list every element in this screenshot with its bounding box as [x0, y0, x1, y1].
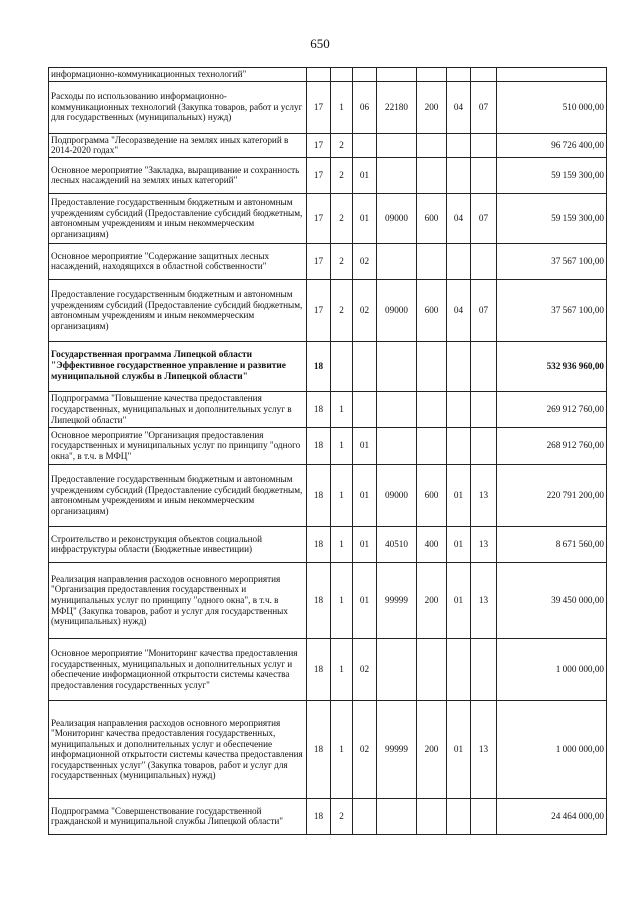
main-activity-code-cell: 06	[353, 81, 377, 133]
expense-type-code-cell	[417, 427, 447, 464]
expense-name-cell: Предоставление государственным бюджетным и автономным учреждениям субсидий (Предоставление субсидий бюджетным, автономным учреждениям и иным некоммерческим организациям)	[49, 279, 307, 341]
program-code-cell: 17	[307, 81, 331, 133]
section-code-cell	[447, 68, 471, 82]
expense-type-code-cell: 200	[417, 81, 447, 133]
expense-direction-code-cell: 99999	[377, 562, 417, 638]
subsection-code-cell: 13	[471, 464, 497, 526]
section-code-cell	[447, 427, 471, 464]
expense-type-code-cell	[417, 243, 447, 279]
amount-cell	[497, 68, 607, 82]
amount-cell: 8 671 560,00	[497, 526, 607, 562]
subprogram-code-cell: 1	[331, 464, 353, 526]
program-code-cell: 18	[307, 341, 331, 391]
subprogram-code-cell: 1	[331, 81, 353, 133]
table-row	[49, 798, 607, 834]
expense-direction-code-cell: 09000	[377, 279, 417, 341]
subsection-code-cell: 13	[471, 700, 497, 798]
program-code-cell: 17	[307, 193, 331, 243]
expense-type-code-cell: 600	[417, 193, 447, 243]
table-row	[49, 700, 607, 798]
subsection-code-cell	[471, 157, 497, 193]
subsection-code-cell	[471, 638, 497, 700]
section-code-cell: 04	[447, 193, 471, 243]
expense-direction-code-cell	[377, 243, 417, 279]
subsection-code-cell: 07	[471, 81, 497, 133]
expense-direction-code-cell: 09000	[377, 464, 417, 526]
section-code-cell	[447, 391, 471, 427]
main-activity-code-cell: 02	[353, 279, 377, 341]
budget-table	[48, 67, 607, 835]
expense-direction-code-cell	[377, 638, 417, 700]
subprogram-code-cell	[331, 68, 353, 82]
table-row	[49, 427, 607, 464]
amount-cell: 269 912 760,00	[497, 391, 607, 427]
expense-name-cell: Основное мероприятие "Содержание защитных лесных насаждений, находящихся в областной собственности"	[49, 243, 307, 279]
main-activity-code-cell	[353, 798, 377, 834]
expense-type-code-cell	[417, 638, 447, 700]
main-activity-code-cell: 02	[353, 243, 377, 279]
amount-cell: 220 791 200,00	[497, 464, 607, 526]
expense-name-cell: Реализация направления расходов основного мероприятия "Мониторинг качества предоставления государственных, муниципальных и дополнительных услуг и обеспечение информационной открытости системы качества предоставления государственных услуг" (Закупка товаров, работ и услуг для государственных (муниципальных) нужд)	[49, 700, 307, 798]
subsection-code-cell: 13	[471, 562, 497, 638]
table-row	[49, 157, 607, 193]
amount-cell: 24 464 000,00	[497, 798, 607, 834]
main-activity-code-cell: 02	[353, 700, 377, 798]
section-code-cell: 01	[447, 700, 471, 798]
program-code-cell: 18	[307, 526, 331, 562]
expense-direction-code-cell	[377, 68, 417, 82]
section-code-cell	[447, 243, 471, 279]
amount-cell: 39 450 000,00	[497, 562, 607, 638]
table-row	[49, 464, 607, 526]
expense-type-code-cell	[417, 341, 447, 391]
subprogram-code-cell: 1	[331, 700, 353, 798]
section-code-cell	[447, 798, 471, 834]
expense-direction-code-cell: 09000	[377, 193, 417, 243]
main-activity-code-cell	[353, 391, 377, 427]
section-code-cell: 01	[447, 464, 471, 526]
subsection-code-cell: 07	[471, 193, 497, 243]
subsection-code-cell: 07	[471, 279, 497, 341]
section-code-cell	[447, 341, 471, 391]
table-row	[49, 279, 607, 341]
expense-type-code-cell: 400	[417, 526, 447, 562]
expense-name-cell: Основное мероприятие "Закладка, выращивание и сохранность лесных насаждений на землях иных категорий"	[49, 157, 307, 193]
section-code-cell	[447, 157, 471, 193]
expense-type-code-cell: 600	[417, 279, 447, 341]
main-activity-code-cell	[353, 341, 377, 391]
program-code-cell: 18	[307, 700, 331, 798]
subprogram-code-cell: 2	[331, 243, 353, 279]
expense-type-code-cell	[417, 798, 447, 834]
section-code-cell: 01	[447, 526, 471, 562]
expense-type-code-cell: 200	[417, 700, 447, 798]
expense-name-cell: Предоставление государственным бюджетным и автономным учреждениям субсидий (Предоставление субсидий бюджетным, автономным учреждениям и иным некоммерческим организациям)	[49, 464, 307, 526]
program-code-cell: 18	[307, 427, 331, 464]
expense-direction-code-cell: 22180	[377, 81, 417, 133]
main-activity-code-cell: 01	[353, 464, 377, 526]
section-code-cell	[447, 133, 471, 157]
subprogram-code-cell: 1	[331, 427, 353, 464]
program-code-cell: 18	[307, 464, 331, 526]
subprogram-code-cell: 2	[331, 279, 353, 341]
amount-cell: 532 936 960,00	[497, 341, 607, 391]
amount-cell: 268 912 760,00	[497, 427, 607, 464]
program-code-cell: 18	[307, 562, 331, 638]
table-row	[49, 133, 607, 157]
expense-type-code-cell	[417, 133, 447, 157]
table-row	[49, 193, 607, 243]
table-row	[49, 562, 607, 638]
page-number: 650	[310, 36, 330, 51]
subprogram-code-cell: 1	[331, 562, 353, 638]
expense-name-cell: Подпрограмма "Совершенствование государственной гражданской и муниципальной службы Липецкой области"	[49, 798, 307, 834]
expense-name-cell: Подпрограмма "Повышение качества предоставления государственных, муниципальных и дополнительных услуг в Липецкой области"	[49, 391, 307, 427]
expense-name-cell: Предоставление государственным бюджетным и автономным учреждениям субсидий (Предоставление субсидий бюджетным, автономным учреждениям и иным некоммерческим организациям)	[49, 193, 307, 243]
subsection-code-cell	[471, 427, 497, 464]
section-code-cell: 01	[447, 562, 471, 638]
expense-type-code-cell: 200	[417, 562, 447, 638]
main-activity-code-cell: 01	[353, 562, 377, 638]
amount-cell: 96 726 400,00	[497, 133, 607, 157]
expense-direction-code-cell	[377, 427, 417, 464]
amount-cell: 59 159 300,00	[497, 193, 607, 243]
subprogram-code-cell	[331, 341, 353, 391]
table-row	[49, 68, 607, 82]
main-activity-code-cell: 02	[353, 638, 377, 700]
section-code-cell: 04	[447, 81, 471, 133]
amount-cell: 59 159 300,00	[497, 157, 607, 193]
subsection-code-cell	[471, 798, 497, 834]
program-code-cell: 17	[307, 157, 331, 193]
subprogram-code-cell: 2	[331, 157, 353, 193]
section-code-cell	[447, 638, 471, 700]
main-activity-code-cell: 01	[353, 193, 377, 243]
section-code-cell: 04	[447, 279, 471, 341]
expense-direction-code-cell	[377, 341, 417, 391]
main-activity-code-cell: 01	[353, 526, 377, 562]
expense-name-cell: Основное мероприятие "Мониторинг качества предоставления государственных, муниципальных и дополнительных услуг и обеспечение информационной открытости системы качества предоставления государственных услуг"	[49, 638, 307, 700]
main-activity-code-cell	[353, 133, 377, 157]
expense-type-code-cell: 600	[417, 464, 447, 526]
table-body	[49, 68, 607, 835]
expense-direction-code-cell	[377, 798, 417, 834]
amount-cell: 1 000 000,00	[497, 638, 607, 700]
table-row	[49, 638, 607, 700]
program-code-cell	[307, 68, 331, 82]
expense-name-cell: Строительство и реконструкция объектов социальной инфраструктуры области (Бюджетные инвестиции)	[49, 526, 307, 562]
expense-name-cell: Реализация направления расходов основного мероприятия "Организация предоставления государственных и муниципальных услуг по принципу "одного окна", в т.ч. в МФЦ" (Закупка товаров, работ и услуг для государственных (муниципальных) нужд)	[49, 562, 307, 638]
expense-direction-code-cell	[377, 133, 417, 157]
table-row	[49, 341, 607, 391]
expense-type-code-cell	[417, 68, 447, 82]
expense-name-cell: Подпрограмма "Лесоразведение на землях иных категорий в 2014-2020 годах"	[49, 133, 307, 157]
subsection-code-cell	[471, 243, 497, 279]
expense-direction-code-cell	[377, 391, 417, 427]
program-code-cell: 17	[307, 133, 331, 157]
subsection-code-cell	[471, 133, 497, 157]
expense-name-cell: информационно-коммуникационных технологий"	[49, 68, 307, 82]
subprogram-code-cell: 1	[331, 391, 353, 427]
main-activity-code-cell: 01	[353, 157, 377, 193]
expense-type-code-cell	[417, 157, 447, 193]
main-activity-code-cell	[353, 68, 377, 82]
amount-cell: 37 567 100,00	[497, 279, 607, 341]
table-row	[49, 526, 607, 562]
subsection-code-cell	[471, 341, 497, 391]
subprogram-code-cell: 2	[331, 133, 353, 157]
subsection-code-cell	[471, 391, 497, 427]
program-code-cell: 18	[307, 798, 331, 834]
program-code-cell: 18	[307, 391, 331, 427]
subprogram-code-cell: 2	[331, 798, 353, 834]
main-activity-code-cell: 01	[353, 427, 377, 464]
subprogram-code-cell: 2	[331, 193, 353, 243]
subprogram-code-cell: 1	[331, 526, 353, 562]
amount-cell: 37 567 100,00	[497, 243, 607, 279]
subprogram-code-cell: 1	[331, 638, 353, 700]
expense-name-cell: Государственная программа Липецкой области "Эффективное государственное управление и развитие муниципальной службы в Липецкой области"	[49, 341, 307, 391]
expense-type-code-cell	[417, 391, 447, 427]
table-row	[49, 81, 607, 133]
table-row	[49, 391, 607, 427]
expense-name-cell: Расходы по использованию информационно-коммуникационных технологий (Закупка товаров, работ и услуг для государственных (муниципальных) нужд)	[49, 81, 307, 133]
subsection-code-cell: 13	[471, 526, 497, 562]
program-code-cell: 17	[307, 243, 331, 279]
program-code-cell: 18	[307, 638, 331, 700]
expense-direction-code-cell: 40510	[377, 526, 417, 562]
amount-cell: 510 000,00	[497, 81, 607, 133]
program-code-cell: 17	[307, 279, 331, 341]
subsection-code-cell	[471, 68, 497, 82]
table-row	[49, 243, 607, 279]
expense-direction-code-cell: 99999	[377, 700, 417, 798]
expense-name-cell: Основное мероприятие "Организация предоставления государственных и муниципальных услуг по принципу "одного окна", в т.ч. в МФЦ"	[49, 427, 307, 464]
expense-direction-code-cell	[377, 157, 417, 193]
amount-cell: 1 000 000,00	[497, 700, 607, 798]
